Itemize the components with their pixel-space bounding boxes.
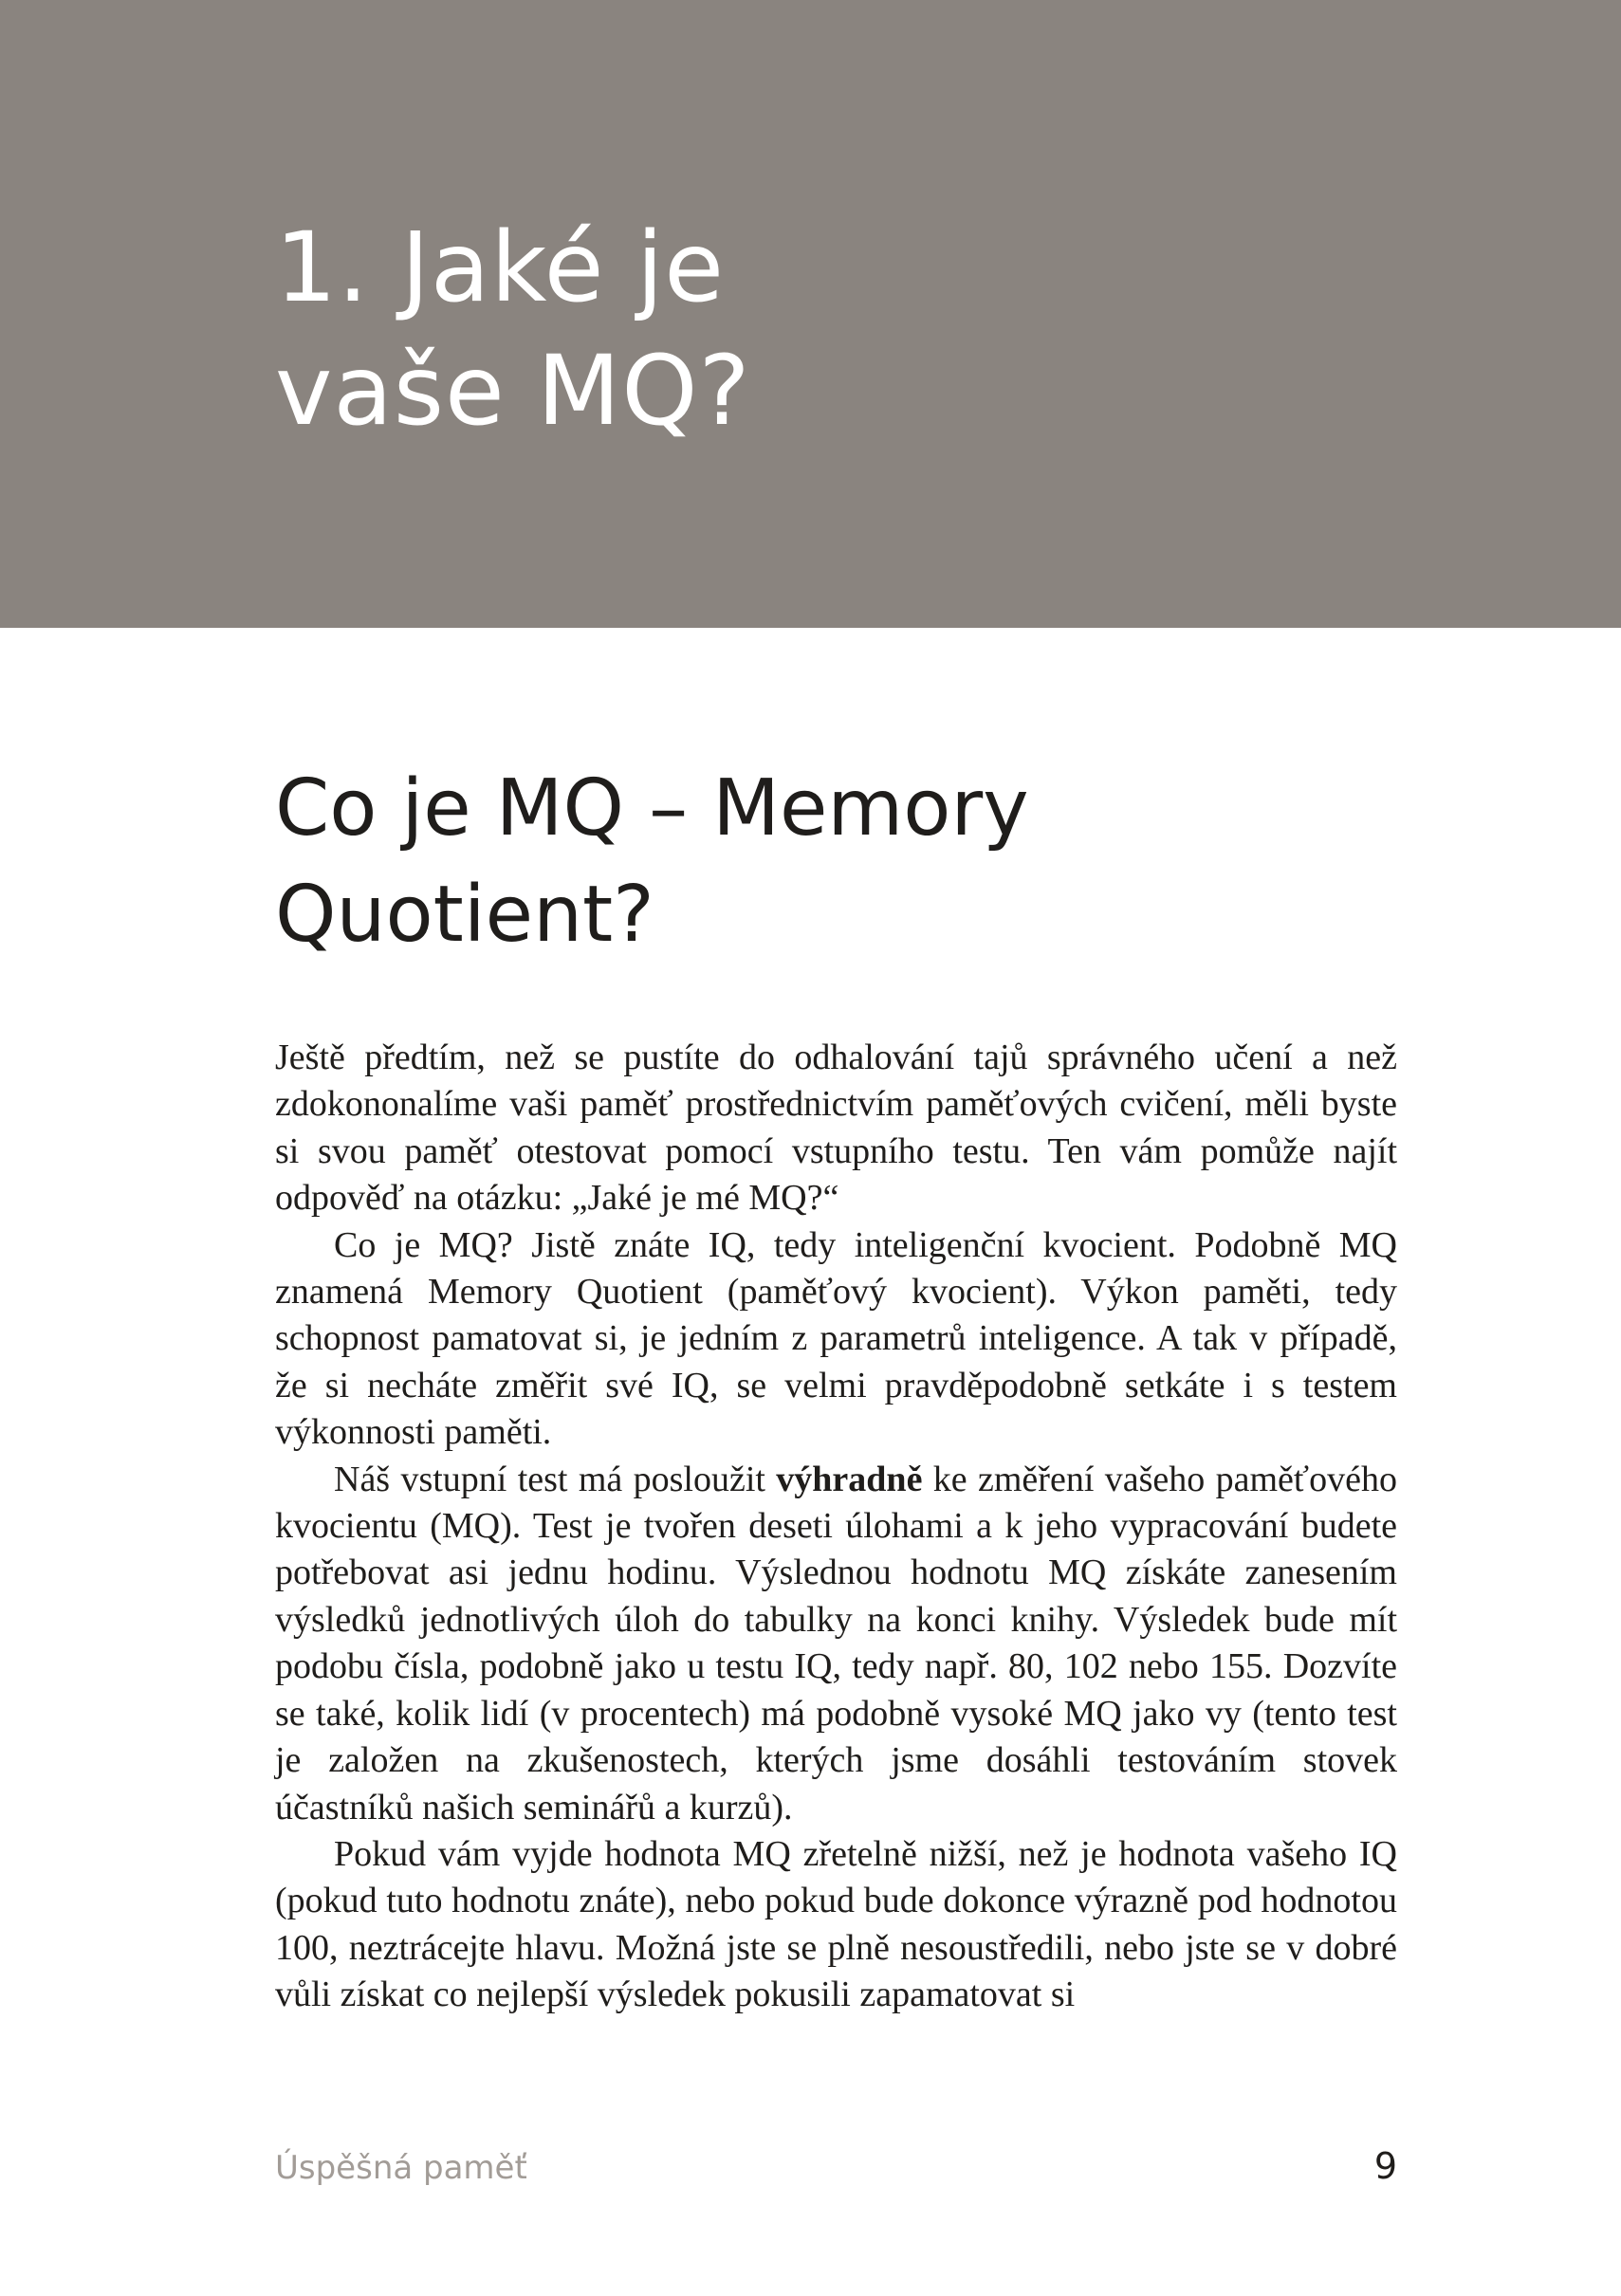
footer-book-title: Úspěšná paměť [275, 2149, 527, 2187]
paragraph-3-text-start: Náš vstupní test má posloužit [334, 1459, 777, 1499]
paragraph-1: Ještě předtím, než se pustíte do odhalování tajů správného učení a než zdokononalíme vaši paměť prostřednictvím paměťových cvičení, měli byste si svou paměť otestovat pomocí vstupního testu. Ten vám pomůže najít odpověď na otázku: „Jaké je mé MQ?“ [275, 1038, 1397, 1219]
paragraph-3 [275, 1457, 1397, 1831]
section-heading [275, 756, 1029, 968]
page-number: 9 [1373, 2145, 1397, 2187]
chapter-title-line-2: vaše MQ? [275, 335, 751, 448]
paragraph-4: Pokud vám vyjde hodnota MQ zřetelně nižší, než je hodnota vašeho IQ (pokud tuto hodnotu znáte), nebo pokud bude dokonce výrazně pod hodnotou 100, neztrácejte hlavu. Možná jste se plně nesoustředili, nebo jste se v dobré vůli získat co nejlepší výsledek pokusili zapamatovat si [275, 1833, 1397, 2015]
chapter-header-band [0, 0, 1621, 628]
paragraph-3-text-end: ke změření vašeho paměťového kvocientu (MQ). Test je tvořen deseti úlohami a k jeho vypracování budete potřebovat asi jednu hodinu. Výslednou hodnotu MQ získáte zanesením výsledků jednotlivých úloh do tabulky na konci knihy. Výsledek bude mít podobu čísla, podobně jako u testu IQ, tedy např. 80, 102 nebo 155. Dozvíte se také, kolik lidí (v procentech) má podobně vysoké MQ jako vy (tento test je založen na zkušenostech, kterých jsme dosáhli testováním stovek účastníků našich seminářů a kurzů). [275, 1459, 1397, 1828]
section-heading-line-2: Quotient? [275, 870, 654, 960]
paragraph-3-emphasis: výhradně [776, 1459, 923, 1499]
body-text [275, 1035, 1397, 2019]
paragraph-2: Co je MQ? Jistě znáte IQ, tedy inteligenční kvocient. Podobně MQ znamená Memory Quotient (paměťový kvocient). Výkon paměti, tedy schopnost pamatovat si, je jedním z parametrů inteligence. A tak v případě, že si necháte změřit své IQ, se velmi pravděpodobně setkáte i s testem výkonnosti paměti. [275, 1224, 1397, 1453]
section-heading-line-1: Co je MQ – Memory [275, 763, 1029, 854]
chapter-title [275, 207, 751, 453]
chapter-title-line-1: 1. Jaké je [275, 211, 726, 324]
